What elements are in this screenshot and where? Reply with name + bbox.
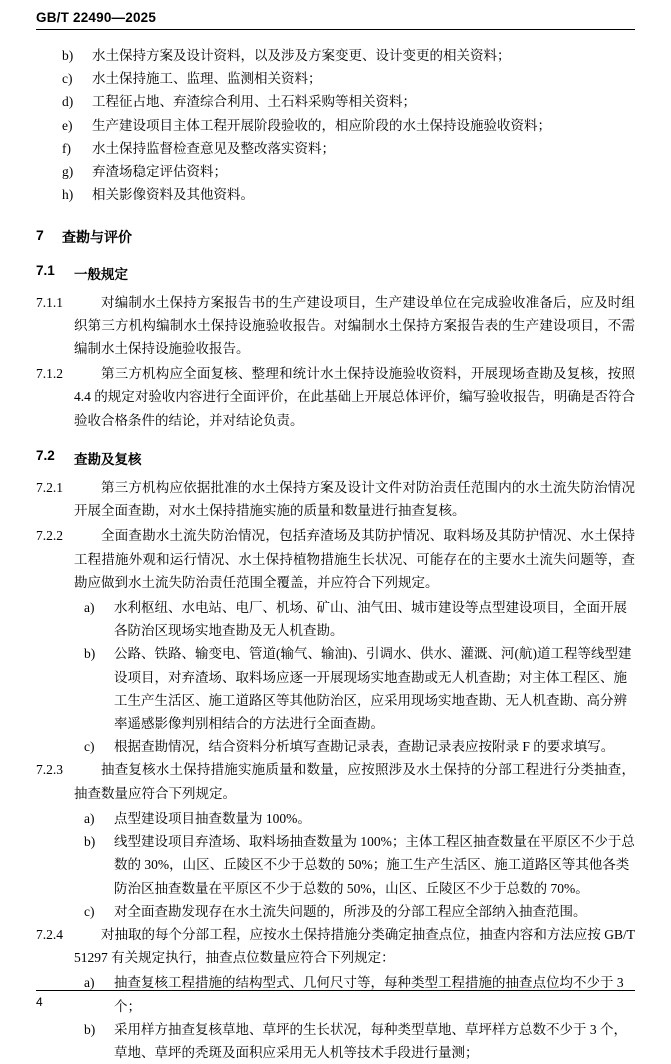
- list-item-text: 弃渣场稳定评估资料；: [92, 164, 227, 180]
- header-divider: [36, 29, 635, 30]
- list-item-text: 水土保持监督检查意见及整改落实资料；: [92, 140, 335, 156]
- paragraph-text: 第三方机构应依据批准的水土保持方案及设计文件对防治责任范围内的水土流失防治情况开展全面查勘，对水土保持措施实施的质量和数量进行抽查复核。: [74, 479, 635, 519]
- list-item-text: 相关影像资料及其他资料。: [92, 187, 254, 203]
- list-item-text: 水土保持施工、监理、监测相关资料；: [92, 71, 322, 87]
- list-item-text: 工程征占地、弃渣综合利用、土石料采购等相关资料；: [92, 94, 416, 110]
- section-heading-7: [36, 227, 635, 247]
- paragraph-7-2-3: [36, 758, 635, 804]
- list-marker: g): [62, 164, 74, 180]
- paragraph-text: 抽查复核水土保持措施实施质量和数量，应按照涉及水土保持的分部工程进行分类抽查，抽查数量应符合下列规定。: [74, 762, 635, 801]
- section-title: 一般规定: [74, 266, 128, 282]
- list-item: [36, 830, 635, 900]
- list-item-text: 根据查勘情况，结合资料分析填写查勘记录表，查勘记录表应按附录 F 的要求填写。: [114, 739, 615, 755]
- list-7-2-4: [36, 971, 635, 1064]
- list-item-text: 点型建设项目抽查数量为 100%。: [114, 810, 311, 826]
- section-number: 7.2: [36, 447, 55, 463]
- paragraph-number: 7.2.3: [36, 762, 63, 778]
- list-marker: b): [84, 834, 96, 850]
- paragraph-7-2-2: [36, 524, 635, 594]
- footer-divider: [36, 990, 635, 991]
- list-item-text: 公路、铁路、输变电、管道(输气、输油)、引调水、供水、灌溉、河(航)道工程等线型建设项目，对弃渣场、取料场应逐一开展现场实地查勘或无人机查勘；对主体工程区、施工生产生活区、施工道路区等其他防治区，应采用现场实地查勘、无人机查勘、高分辨率遥感影像判别相结合的方法进行全面查勘。: [114, 646, 632, 732]
- list-item: [36, 596, 635, 642]
- paragraph-number: 7.2.4: [36, 927, 63, 942]
- list-marker: b): [62, 48, 74, 63]
- page-number: 4: [36, 995, 43, 1009]
- page-footer: [0, 990, 671, 1009]
- list-item: [36, 735, 635, 758]
- top-list: [36, 44, 635, 207]
- list-marker: c): [84, 739, 95, 755]
- list-7-2-2: [36, 596, 635, 759]
- list-item: [36, 114, 635, 137]
- section-number: 7.1: [36, 262, 55, 278]
- list-marker: a): [84, 599, 95, 615]
- list-item: [36, 807, 635, 830]
- section-heading-7-2: [36, 448, 635, 468]
- section-number: 7: [36, 226, 44, 243]
- paragraph-number: 7.2.2: [36, 528, 63, 544]
- list-item-text: 抽查复核工程措施的结构型式、几何尺寸等，每种类型工程措施的抽查点位均不少于 3 个；: [114, 975, 624, 1014]
- list-item: [36, 1018, 635, 1064]
- list-marker: h): [62, 187, 74, 203]
- list-item-text: 生产建设项目主体工程开展阶段验收的，相应阶段的水土保持设施验收资料；: [92, 117, 551, 133]
- list-item: [36, 642, 635, 735]
- paragraph-7-1-1: [36, 291, 635, 361]
- list-item: [36, 137, 635, 160]
- paragraph-7-1-2: [36, 362, 635, 432]
- list-marker: b): [84, 1021, 96, 1037]
- list-item-text: 线型建设项目弃渣场、取料场抽查数量为 100%；主体工程区抽查数量在平原区不少于总数的 30%，山区、丘陵区不少于总数的 50%；施工生产生活区、施工道路区等其他各类防治区抽查数量在平原区不少于总数的 50%，山区、丘陵区不少于总数的 70%。: [114, 834, 635, 896]
- list-item: [36, 160, 635, 183]
- paragraph-text: 第三方机构应全面复核、整理和统计水土保持设施验收资料，开展现场查勘及复核，按照 4.4 的规定对验收内容进行全面评价，在此基础上开展总体评价，编写验收报告，明确是否符合验收合格条件的结论，并对结论负责。: [74, 366, 635, 428]
- list-marker: e): [62, 117, 73, 133]
- list-marker: a): [84, 975, 95, 991]
- list-marker: b): [84, 646, 96, 662]
- list-item-text: 对全面查勘发现存在水土流失问题的，所涉及的分部工程应全部纳入抽查范围。: [114, 903, 587, 919]
- list-item-text: 采用样方抽查复核草地、草坪的生长状况，每种类型草地、草坪样方总数不少于 3 个，草地、草坪的秃斑及面积应采用无人机等技术手段进行量测；: [114, 1021, 627, 1061]
- list-item: [36, 900, 635, 923]
- list-marker: c): [84, 903, 95, 919]
- list-item: [36, 183, 635, 206]
- page-header: GB/T 22490—2025: [36, 10, 157, 25]
- list-item-text: 水利枢纽、水电站、电厂、机场、矿山、油气田、城市建设等点型建设项目，全面开展各防治区现场实地查勘及无人机查勘。: [114, 599, 627, 639]
- list-item-text: 水土保持方案及设计资料，以及涉及方案变更、设计变更的相关资料；: [92, 48, 511, 63]
- paragraph-text: 全面查勘水土流失防治情况，包括弃渣场及其防护情况、取料场及其防护情况、水土保持工程措施外观和运行情况、水土保持植物措施生长状况、可能存在的主要水土流失问题等，查勘应做到水土流失防治责任范围全覆盖，并应符合下列规定。: [74, 528, 635, 590]
- list-item: [36, 90, 635, 113]
- list-marker: c): [62, 71, 73, 87]
- list-marker: d): [62, 94, 74, 110]
- paragraph-7-2-4: [36, 923, 635, 969]
- paragraph-text: 对抽取的每个分部工程，应按水土保持措施分类确定抽查点位，抽查内容和方法应按 GB/T 51297 有关规定执行，抽查点位数量应符合下列规定：: [74, 927, 635, 966]
- section-title: 查勘与评价: [62, 228, 132, 245]
- list-item: [36, 44, 635, 67]
- list-item: [36, 67, 635, 90]
- paragraph-number: 7.1.1: [36, 294, 63, 310]
- list-marker: f): [62, 140, 71, 156]
- paragraph-number: 7.2.1: [36, 479, 63, 495]
- section-heading-7-1: [36, 263, 635, 283]
- section-title: 查勘及复核: [74, 451, 142, 467]
- paragraph-text: 对编制水土保持方案报告书的生产建设项目，生产建设单位在完成验收准备后，应及时组织第三方机构编制水土保持设施验收报告。对编制水土保持方案报告表的生产建设项目，不需编制水土保持设施验收报告。: [74, 294, 635, 356]
- list-7-2-3: [36, 807, 635, 923]
- list-marker: a): [84, 810, 95, 826]
- paragraph-number: 7.1.2: [36, 366, 63, 382]
- paragraph-7-2-1: [36, 476, 635, 522]
